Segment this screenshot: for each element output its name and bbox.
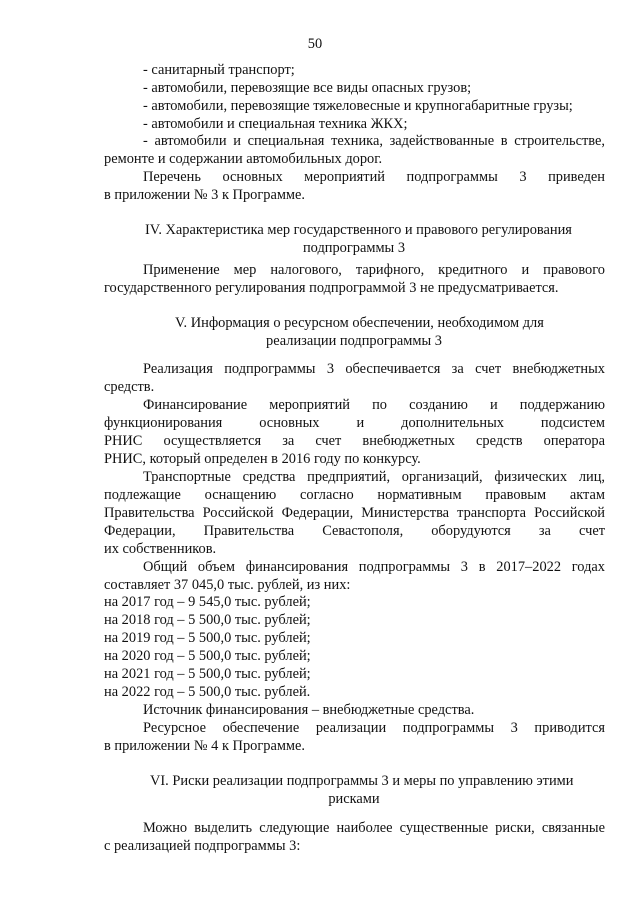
funding-year-line: на 2020 год – 5 500,0 тыс. рублей; (104, 648, 311, 664)
paragraph-line: государственного регулирования подпрограммой 3 не предусматривается. (104, 280, 559, 296)
section-title-line2: реализации подпрограммы 3 (266, 333, 442, 349)
list-item: - автомобили и специальная техника ЖКХ; (143, 116, 408, 132)
paragraph-line: функционирования основных и дополнительных подсистем (104, 415, 605, 431)
paragraph-line: Финансирование мероприятий по созданию и поддержанию (143, 397, 605, 413)
section-title-line2: рисками (328, 791, 380, 807)
section-title: VI. Риски реализации подпрограммы 3 и меры по управлению этими (150, 773, 574, 789)
section-title: V. Информация о ресурсном обеспечении, необходимом для (175, 315, 544, 331)
paragraph-line: Можно выделить следующие наиболее существенные риски, связанные (143, 820, 605, 836)
page-number: 50 (307, 36, 323, 52)
paragraph-line: Общий объем финансирования подпрограммы 3 в 2017–2022 годах (143, 559, 605, 575)
paragraph-line: подлежащие оснащению согласно нормативным правовым актам (104, 487, 605, 503)
list-item: - санитарный транспорт; (143, 62, 295, 78)
paragraph-line: Федерации, Правительства Севастополя, оборудуются за счет (104, 523, 605, 539)
paragraph-line: Применение мер налогового, тарифного, кредитного и правового (143, 262, 605, 278)
funding-year-line: на 2021 год – 5 500,0 тыс. рублей; (104, 666, 311, 682)
paragraph-line: Перечень основных мероприятий подпрограммы 3 приведен (143, 169, 605, 185)
paragraph-line: с реализацией подпрограммы 3: (104, 838, 301, 854)
list-item: - автомобили, перевозящие все виды опасных грузов; (143, 80, 472, 96)
paragraph-line: составляет 37 045,0 тыс. рублей, из них: (104, 577, 351, 593)
paragraph-line: в приложении № 4 к Программе. (104, 738, 306, 754)
funding-year-line: на 2017 год – 9 545,0 тыс. рублей; (104, 594, 311, 610)
paragraph-line: РНИС, который определен в 2016 году по конкурсу. (104, 451, 421, 467)
section-title-line2: подпрограммы 3 (302, 240, 406, 256)
paragraph-line: Ресурсное обеспечение реализации подпрограммы 3 приводится (143, 720, 605, 736)
section-title: IV. Характеристика мер государственного и правового регулирования (145, 222, 572, 238)
funding-year-line: на 2018 год – 5 500,0 тыс. рублей; (104, 612, 311, 628)
paragraph-line: в приложении № 3 к Программе. (104, 187, 306, 203)
paragraph-line: средств. (104, 379, 155, 395)
paragraph-line: Транспортные средства предприятий, организаций, физических лиц, (143, 469, 605, 485)
paragraph-line: Реализация подпрограммы 3 обеспечивается за счет внебюджетных (143, 361, 605, 377)
list-item: - автомобили и специальная техника, задействованные в строительстве, (143, 133, 605, 149)
paragraph-line: РНИС осуществляется за счет внебюджетных средств оператора (104, 433, 605, 449)
paragraph-line: Источник финансирования – внебюджетные средства. (143, 702, 475, 718)
paragraph-line: Правительства Российской Федерации, Министерства транспорта Российской (104, 505, 605, 521)
funding-year-line: на 2019 год – 5 500,0 тыс. рублей; (104, 630, 311, 646)
paragraph-line: их собственников. (104, 541, 217, 557)
list-item-continuation: ремонте и содержании автомобильных дорог. (104, 151, 383, 167)
funding-year-line: на 2022 год – 5 500,0 тыс. рублей. (104, 684, 311, 700)
list-item: - автомобили, перевозящие тяжеловесные и крупногабаритные грузы; (143, 98, 573, 114)
